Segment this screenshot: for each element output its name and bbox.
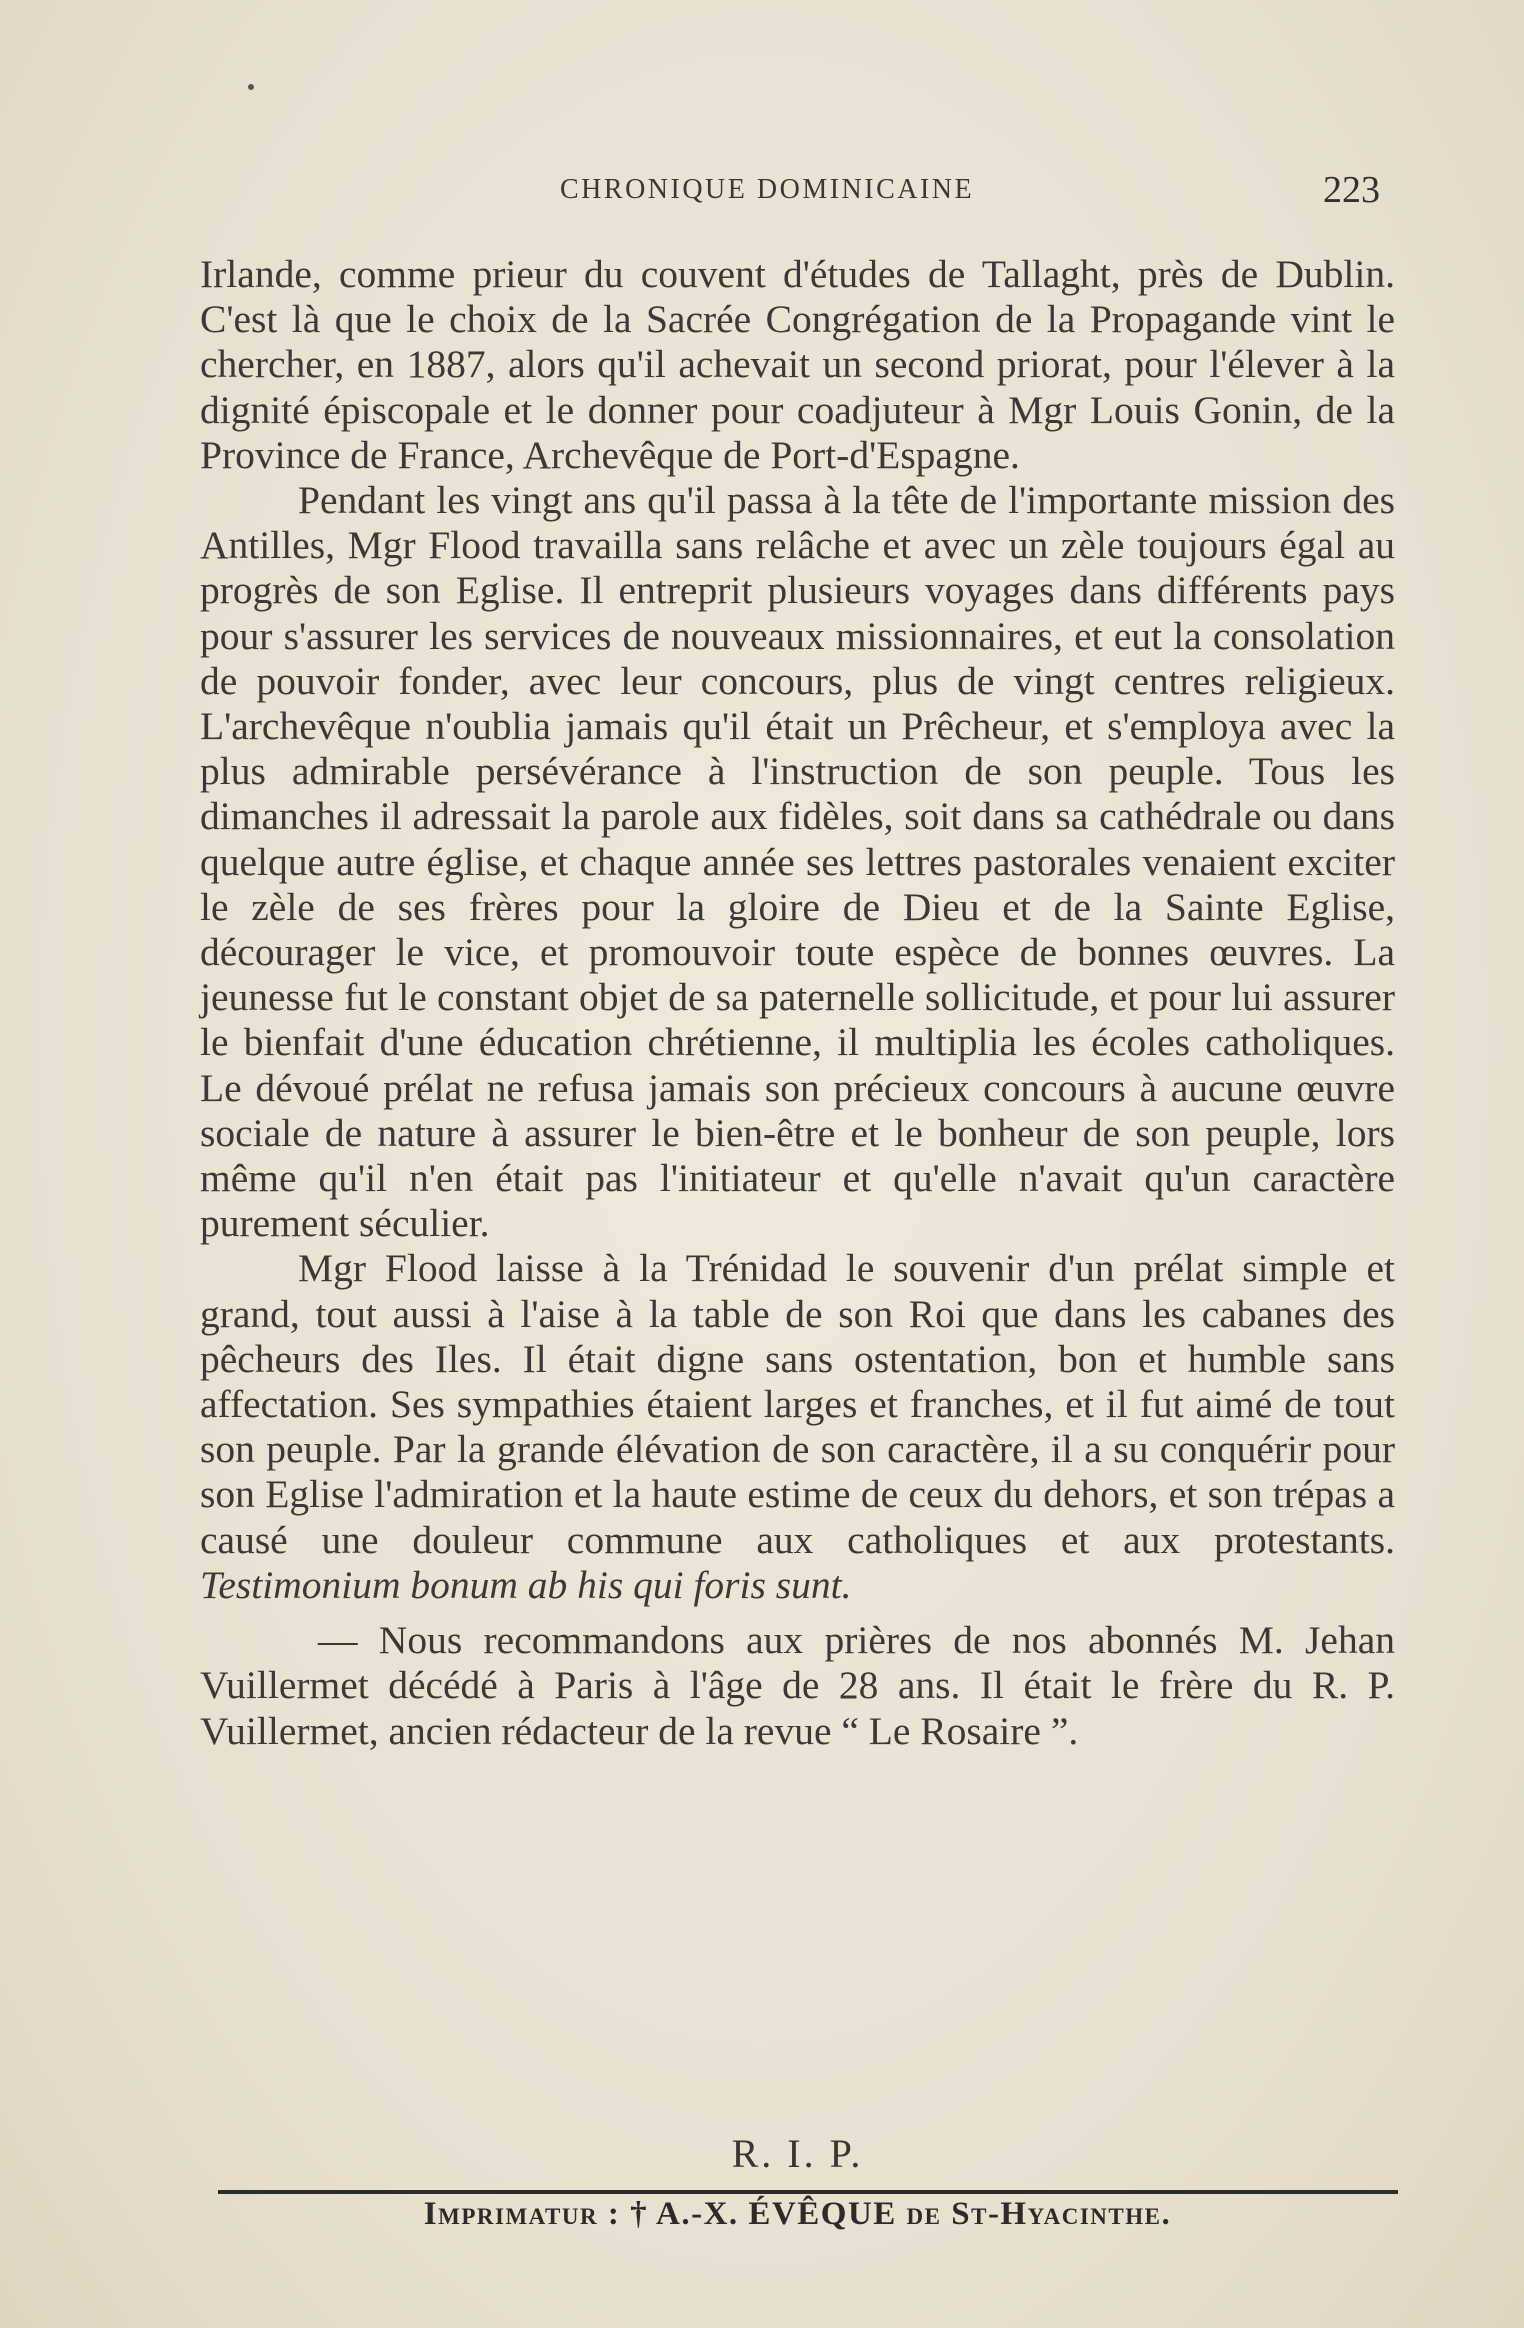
imprimatur-line bbox=[200, 2196, 1395, 2233]
latin-quote: Testimonium bonum ab his qui foris sunt. bbox=[200, 1562, 852, 1607]
page-header bbox=[200, 168, 1380, 212]
paragraph-3-text: Mgr Flood laisse à la Trénidad le souvenir d'un prélat simple et grand, tout aussi à l'aise à la table de son Roi que dans les cabanes des pêcheurs des Iles. Il était digne sans ostentation, bon et humble sans affectation. Ses sympathies étaient larges et franches, et il fut aimé de tout son peuple. Par la grande élévation de son caractère, il a su conquérir pour son Eglise l'admiration et la haute estime de ceux du dehors, et son trépas a causé une douleur commune aux catholiques et aux protestants. bbox=[200, 1246, 1395, 1562]
rip-line: R. I. P. bbox=[731, 2131, 864, 2176]
footer-rule bbox=[218, 2190, 1398, 2194]
ink-speck bbox=[248, 84, 254, 90]
running-head: CHRONIQUE DOMINICAINE bbox=[560, 174, 975, 205]
obituary-notice: — Nous recommandons aux prières de nos abonnés M. Jehan Vuillermet décédé à Paris à l'âge de 28 ans. Il était le frère du R. P. Vuillermet, ancien rédacteur de la revue “ Le Rosaire ”. bbox=[200, 1618, 1395, 1753]
paragraph-3 bbox=[200, 1246, 1395, 1608]
page-number: 223 bbox=[1323, 169, 1380, 211]
paragraph-2: Pendant les vingt ans qu'il passa à la tête de l'importante mission des Antilles, Mgr Flood travailla sans relâche et avec un zèle toujours égal au progrès de son Eglise. Il entreprit plusieurs voyages dans différents pays pour s'assurer les services de nouveaux missionnaires, et eut la consolation de pouvoir fonder, avec leur concours, plus de vingt centres religieux. L'archevêque n'oublia jamais qu'il était un Prêcheur, et s'employa avec la plus admirable persévérance à l'instruction de son peuple. Tous les dimanches il adressait la parole aux fidèles, soit dans sa cathédrale ou dans quelque autre église, et chaque année ses lettres pastorales venaient exciter le zèle de ses frères pour la gloire de Dieu et de la Sainte Eglise, décourager le vice, et promouvoir toute espèce de bonnes œuvres. La jeunesse fut le constant objet de sa paternelle sollicitude, et pour lui assurer le bienfait d'une éducation chrétienne, il multiplia les écoles catholiques. Le dévoué prélat ne refusa jamais son précieux concours à aucune œuvre sociale de nature à assurer le bien-être et le bonheur de son peuple, lors même qu'il n'en était pas l'initiateur et qu'elle n'avait qu'un caractère purement séculier. bbox=[200, 478, 1395, 1246]
body-text bbox=[200, 252, 1395, 1754]
paragraph-1: Irlande, comme prieur du couvent d'études de Tallaght, près de Dublin. C'est là que le choix de la Sacrée Congrégation de la Propagande vint le chercher, en 1887, alors qu'il achevait un second priorat, pour l'élever à la dignité épiscopale et le donner pour coadjuteur à Mgr Louis Gonin, de la Province de France, Archevêque de Port-d'Espagne. bbox=[200, 252, 1395, 477]
imprimatur-text: Imprimatur : † A.-X. ÉVÊQUE de St-Hyacinthe. bbox=[423, 2196, 1172, 2232]
